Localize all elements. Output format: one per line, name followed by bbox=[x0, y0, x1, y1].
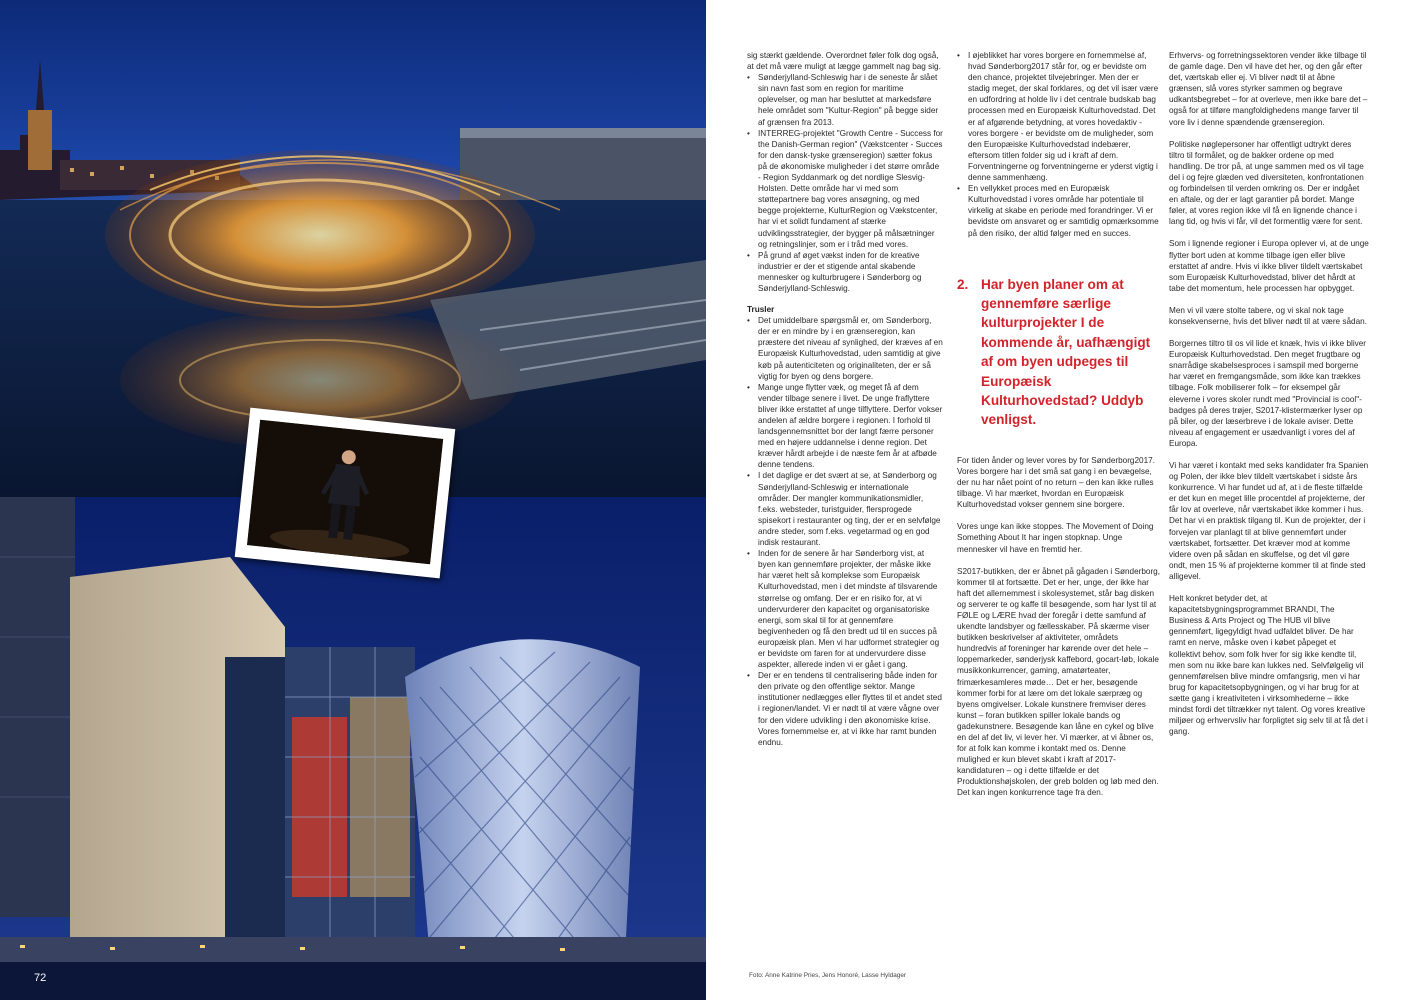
paragraph: Men vi vil være stolte tabere, og vi skal nok tage konsekvenserne, hvis det bliver nødt til at være sådan. bbox=[1169, 305, 1367, 326]
paragraph: Vi har været i kontakt med seks kandidater fra Spanien og Polen, der ikke blev tildelt værtskabet i sidste års konkurrence. Vi har fundet ud af, at i de fleste tilfælde er det kun en meget lille procentdel af projekterne, der får lov at overleve, når værtskabet ikke kommer i hus. Det har vi en praktisk tilgang til. Kun de projekter, der i forvejen var planlagt til at blive gennemført under værtskabet, fortsætter. Det kræver mod at komme videre oven på sådan en skuffelse, og det vil gøre ondt, men 15 % af projekterne kommer til at finde sted alligevel. bbox=[1169, 461, 1369, 581]
photo-credit: Foto: Anne Katrine Pries, Jens Honoré, Lasse Hyldager bbox=[749, 972, 907, 979]
list-item: • Sønderjylland-Schleswig har i de seneste år slået sin navn fast som en region for maritime oplevelser, og man har besluttet at markedsføre hele området som "Kultur-Region" på begge sider af grænsen fra 2013. bbox=[747, 72, 943, 127]
paragraph: Helt konkret betyder det, at kapacitetsbygningsprogrammet BRANDI, The Business & Arts Project og The HUB vil blive gennemført, ligegyldigt hvad udfaldet bliver. De har ramt en nerve, måske oven i købet påpeget et kollektivt behov, som folk hver for sig ikke kendte til, men som nu ikke bare kan lukkes ned. Selvfølgelig vil gennemførelsen blive mindre omfangsrig, men vi har brug for kapacitetsopbygningen, og vi har brug for at sætte gang i kreativiteten i virksomhederne – ikke mindst fordi det tiltrækker nyt talent. Og vores kreative miljøer og erhvervsliv har forpligtet sig selv til at få det i gang. bbox=[1169, 594, 1368, 737]
question-heading bbox=[957, 275, 1160, 430]
list-item: • INTERREG-projektet "Growth Centre - Success for the Danish-German region" (Vækstcenter - Succes for den dansk-tyske grænseregion) sætter fokus på de økonomiske muligheder i det større område - Region Syddanmark og det nordlige Slesvig-Holsten. Dette område har vi med som støttepartnere bag vores ansøgning, og med begge projekterne, KulturRegion og Vækstcenter, har vi et solidt fundament af stærke udviklingsstrategier, der bygger på målsætninger og retningslinjer, som er i tråd med vores. bbox=[747, 128, 943, 250]
paragraph: sig stærkt gældende. Overordnet føler folk dog også, at det må være muligt at lægge gammelt nag bag sig. bbox=[747, 51, 941, 72]
page-number: 72 bbox=[34, 972, 47, 984]
list-item: • I øjeblikket har vores borgere en fornemmelse af, hvad Sønderborg2017 står for, og er bevidste om den chance, projektet tilvejebringer. Men der er stadig meget, der skal forklares, og det vil især være en udfordring at holde liv i det centrale budskab bag processen med en Europæisk Kulturhovedstad. Det er af afgørende betydning, at vores hovedaktiv - vores borgere - er bevidste om de muligheder, som den Europæiske Kulturhovedstad indebærer, eftersom titlen folder sig ud i kraft af dem. Forventningerne og forventningerne er yderst vigtig i denne sammenhæng. bbox=[957, 50, 1160, 183]
illuminated-building-photo bbox=[0, 497, 706, 1000]
list-item: • Der er en tendens til centralisering både inden for den private og den offentlige sektor. Mange institutioner nedlægges eller flyttes til et andet sted i regionen/landet. Vi er nødt til at være vågne over for den videre udvikling i den økonomiske krise. Vores fornemmelse er, at vi ikke har ramt bunden endnu. bbox=[747, 670, 943, 748]
paragraph: Vores unge kan ikke stoppes. The Movement of Doing Something About It har ingen stopknap. Unge mennesker vil have en fremtid her. bbox=[957, 522, 1154, 554]
list-item: • Mange unge flytter væk, og meget få af dem vender tilbage senere i livet. De unge fraflyttere bliver ikke erstattet af unge tilflyttere. Derfor vokser andelen af ældre borgere i regionen. I forhold til landsgennemsnittet bor der langt færre personer med en højere uddannelse i denne region. Det kræver hårdt arbejde i de næste fem år at afbøde denne tendens. bbox=[747, 382, 943, 471]
paragraph: Politiske nøglepersoner har offentligt udtrykt deres tiltro til formålet, og de bakker ordene op med handling. De tror på, at unge sammen med os vil tage del i og fejre glæden ved diversiteten, konfrontationen og forbindelsen til verden omkring os. Der er indgået en aftale, og der er lagt garantier på bordet. Mange føler, at vores region ikke vil få en lignende chance i lang tid, og hvis vi får, vil det formentlig være for sent. bbox=[1169, 139, 1364, 227]
paragraph: Erhvervs- og forretningssektoren vender ikke tilbage til de gamle dage. Den vil have det her, og den går efter det, værtskab eller ej. Vi bliver nødt til at åbne grænsen, slå vores styrker sammen og begrave udkantsbegrebet – for at overleve, men ikke bare det – også for at tilføre mangfoldighedens mange farver til vore liv i denne spændende grænseregion. bbox=[1169, 51, 1368, 127]
threats-heading: Trusler bbox=[747, 305, 775, 315]
list-item: • En vellykket proces med en Europæisk Kulturhovedstad i vores område har potentiale til virkelig at skabe en periode med forandringer. Vi er bevidste om ansvaret og er samtidig opmærksomme på den risiko, der altid følger med en succes. bbox=[957, 183, 1160, 238]
list-item: • Det umiddelbare spørgsmål er, om Sønderborg, der er en mindre by i en grænseregion, kan præstere det niveau af synlighed, der kræves af en Europæisk Kulturhovedstad, uden samtidig at give køb på autenticiteten og originaliteten, der er så vigtig for byen og dens borgere. bbox=[747, 315, 943, 382]
text-page bbox=[706, 0, 1411, 1000]
speaker-on-stage-photo bbox=[235, 408, 456, 579]
question-number: 2. bbox=[957, 276, 969, 292]
threats-bullet-list bbox=[747, 315, 943, 748]
paragraph: Som i lignende regioner i Europa oplever vi, at de unge flytter bort uden at komme tilbage igen eller blive erstattet af andre. Hvis vi ikke bliver tildelt værtskabet som Europæisk Kulturhovedstad, bliver det hårdt at tabe det momentum, hele processen har opbygget. bbox=[1169, 239, 1369, 293]
question-text: Har byen planer om at gennemføre særlige kulturprojekter I de kommende år, uafhængigt af om byen udpeges til Europæisk Kulturhovedstad? Uddyb venligst. bbox=[981, 276, 1151, 428]
text-column-2 bbox=[957, 50, 1160, 810]
paragraph: S2017-butikken, der er åbnet på gågaden i Sønderborg, kommer til at fortsætte. Det er her, unge, der ikke har haft det allernemmest i skolesystemet, står bag disken og serverer te og kaffe til besøgende, som har lyst til at FØLE og LÆRE hvad der foregår i dette samfund af ukendte landsbyer og fællesskaber. På skærme viser butikken beskrivelser af aktiviteter, områdets hundredvis af foreninger har kørende over det hele – loppemarkeder, sønderjysk kaffebord, gocart-løb, lokale musikkonkurrencer, gaming, amatørteater, frimærkesamleres møde… Det er her, besøgende kommer forbi for at lære om det lokale særpræg og byens omgivelser. Lokale kunstnere fremviser deres kunst – foran butikken spiller lokale bands og gadekunstnere. Besøgende kan låne en cykel og blive en del af det liv, vi lever her. Vi mærker, at vi åbner os, for at folk kan komme i kontakt med os. Denne mulighed er kun blevet skabt i kraft af 2017-kandidaturen – og i dette tilfælde er det Produktionshøjskolen, der greb bolden og løb med den. Det kan ingen konkurrence tage fra den. bbox=[957, 566, 1161, 798]
paragraph: For tiden ånder og lever vores by for Sønderborg2017. Vores borgere har i det små sat gang i en bevægelse, der nu har nået point of no return – den kan ikke rulles tilbage. Vi har mærket, hvordan en Europæisk Kulturhovedstad vokser gennem sine borgere. bbox=[957, 455, 1155, 510]
text-column-1 bbox=[747, 50, 943, 748]
paragraph: Borgernes tiltro til os vil lide et knæk, hvis vi ikke bliver Europæisk Kulturhovedstad. Den meget frugtbare og snarrådige skabelsesproces i samspil med borgerne har været en fremgangsmåde, som ikke kan trækkes tilbage. Folk mobiliserer folk – for eksempel går eleverne i vores skoler rundt med "Provincial is cool"-badges på deres trøjer, S2017-klistermærker lyser op på biler, og der læserbreve i de lokale aviser. Dette niveau af engagement er usædvanligt i vores del af Europa. bbox=[1169, 339, 1367, 448]
list-item: • I det daglige er det svært at se, at Sønderborg og Sønderjylland-Schleswig er internationale områder. Der mangler kommunikationsmidler, f.eks. websteder, turistguider, flersprogede spisekort i restauranter og ting, der er en selvfølge andre steder, som f.eks. vegetarmad og en god indisk restaurant. bbox=[747, 470, 943, 548]
list-item: • På grund af øget vækst inden for de kreative industrier er der et stigende antal skabende mennesker og kulturbrugere i Sønderborg og Sønderjylland-Schleswig. bbox=[747, 250, 943, 294]
bullet-list bbox=[957, 50, 1160, 239]
strengths-bullet-list bbox=[747, 72, 943, 294]
list-item: • Inden for de senere år har Sønderborg vist, at byen kan gennemføre projekter, der måske ikke har været helt så komplekse som Europæisk Kulturhovedstad, men i det mindste af tilsvarende størrelse og omfang. Der er en risiko for, at vi undervurderer den kapacitet og organisatoriske energi, som skal til for at gennemføre begivenheden og få den bredt ud til en succes på europæisk plan. Men vi har udformet strategier og er bevidste om faren for at undervurdere disse aspekter, allerede inden vi er gået i gang. bbox=[747, 548, 943, 670]
text-column-3 bbox=[1169, 50, 1369, 748]
